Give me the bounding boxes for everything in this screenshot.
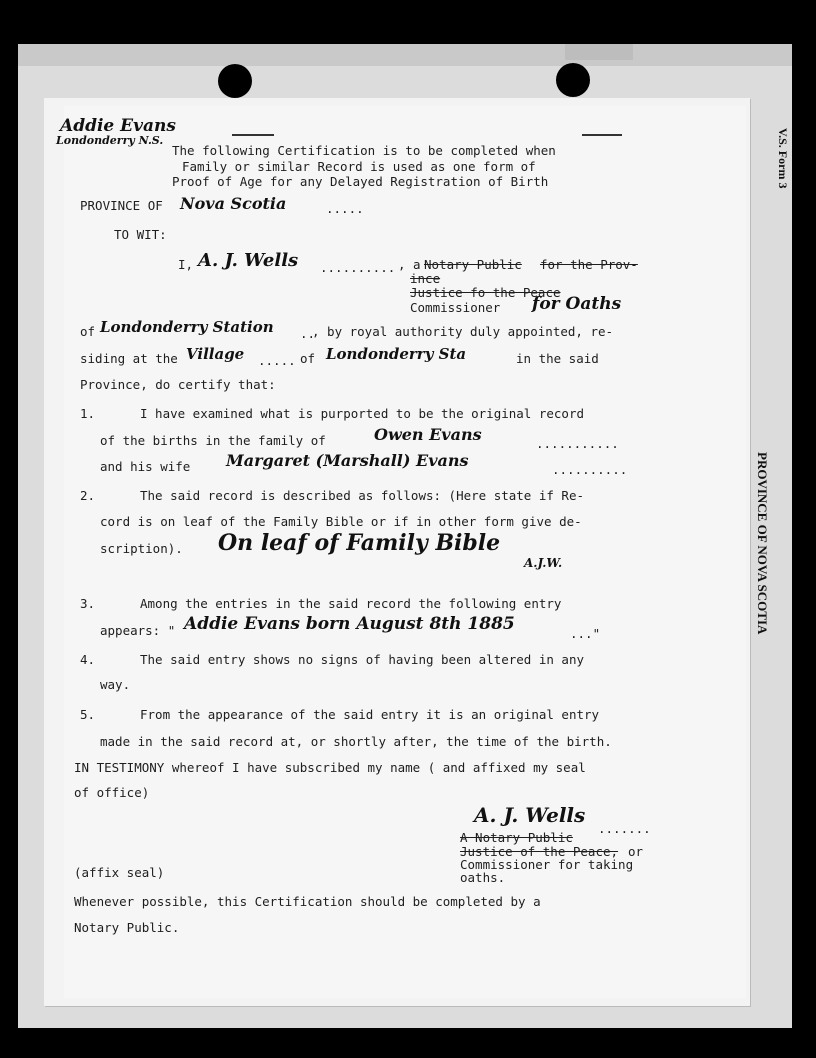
form-number-label: V.S. Form 3 — [776, 128, 790, 189]
appointment-village-name: Londonderry Sta — [326, 345, 467, 363]
province-label: PROVINCE OF — [80, 198, 163, 213]
officer-name: A. J. Wells — [198, 250, 299, 271]
item-1-dots-2: .......... — [552, 462, 628, 477]
officer-dots: .......... — [320, 260, 396, 275]
appointment-text-1: , by royal authority duly appointed, re- — [312, 324, 614, 339]
item-2-line-2: cord is on leaf of the Family Bible or if in other form give de- — [100, 514, 582, 529]
province-dots: ..... — [326, 201, 364, 216]
appointment-text-3: in the said — [516, 351, 599, 366]
item-5-line-2: made in the said record at, or shortly after, the time of the birth. — [100, 734, 612, 749]
paper-tab — [565, 44, 633, 60]
footer-line-1: Whenever possible, this Certification should be completed by a — [74, 894, 541, 909]
header-line-1: The following Certification is to be completed when — [172, 143, 556, 158]
header-line-3: Proof of Age for any Delayed Registration of Birth — [172, 174, 549, 189]
appointment-of: of — [300, 351, 316, 366]
ince-struck: ince — [410, 271, 441, 286]
for-the-prov-struck: for the Prov- — [540, 257, 638, 272]
item-3-line-2: appears: " — [100, 623, 176, 638]
item-3-number: 3. — [80, 596, 96, 611]
item-5-line-1: From the appearance of the said entry it is an original entry — [140, 707, 600, 722]
item-2-line-1: The said record is described as follows: (Here state if Re- — [140, 488, 585, 503]
initials: A.J.W. — [524, 556, 563, 570]
item-3-end: ..." — [570, 626, 601, 641]
affix-seal: (affix seal) — [74, 865, 165, 880]
appointment-text-4: Province, do certify that: — [80, 377, 276, 392]
header-rule-left — [232, 134, 274, 136]
notary-struck: Notary Public — [424, 257, 522, 272]
appointment-dots-1: .. — [300, 326, 316, 341]
item-1-line-2: of the births in the family of — [100, 433, 326, 448]
signature-oaths: oaths. — [460, 870, 506, 885]
item-2-line-3: scription). — [100, 541, 183, 556]
item-4-line-1: The said entry shows no signs of having been altered in any — [140, 652, 585, 667]
commissioner-label: Commissioner — [410, 300, 501, 315]
province-side-label: PROVINCE OF NOVA SCOTIA — [755, 452, 770, 635]
back-sheet-stripe — [18, 44, 792, 66]
signature-dots: ....... — [598, 821, 651, 836]
item-5-number: 5. — [80, 707, 96, 722]
signature-notary-struck: A Notary Public — [460, 830, 573, 845]
signature-commissioner: Commissioner for taking — [460, 857, 634, 872]
item-4-number: 4. — [80, 652, 96, 667]
father-name: Owen Evans — [374, 425, 482, 444]
testimony-line-1: IN TESTIMONY whereof I have subscribed my name ( and affixed my seal — [74, 760, 586, 775]
appointment-village: Village — [186, 345, 245, 363]
to-wit: TO WIT: — [114, 227, 167, 242]
item-1-line-3: and his wife — [100, 459, 191, 474]
of-label: of — [80, 324, 96, 339]
appointment-text-2: siding at the — [80, 351, 178, 366]
item-1-line-1: I have examined what is purported to be the original record — [140, 406, 585, 421]
justice-struck: Justice fo the Peace — [410, 285, 561, 300]
signature-justice-struck: Justice of the Peace, — [460, 844, 619, 859]
officer-prefix: I, — [178, 257, 194, 272]
item-1-number: 1. — [80, 406, 96, 421]
appointment-place: Londonderry Station — [100, 318, 274, 336]
testimony-line-2: of office) — [74, 785, 150, 800]
entry-value: Addie Evans born August 8th 1885 — [184, 614, 515, 634]
province-value: Nova Scotia — [180, 194, 287, 213]
item-2-number: 2. — [80, 488, 96, 503]
margin-note-name: Addie Evans — [60, 116, 176, 136]
item-1-dots: ........... — [536, 436, 619, 451]
record-description: On leaf of Family Bible — [218, 530, 501, 556]
margin-note-place: Londonderry N.S. — [56, 134, 164, 147]
officer-a: , a — [398, 257, 421, 272]
for-oaths-handwritten: for Oaths — [532, 294, 622, 314]
item-4-line-2: way. — [100, 677, 131, 692]
footer-line-2: Notary Public. — [74, 920, 180, 935]
punch-hole-left — [218, 64, 252, 98]
signature-name: A. J. Wells — [474, 803, 586, 827]
appointment-dots-2: ..... — [258, 353, 296, 368]
item-3-line-1: Among the entries in the said record the following entry — [140, 596, 562, 611]
mother-name: Margaret (Marshall) Evans — [226, 451, 469, 470]
header-line-2: Family or similar Record is used as one form of — [182, 159, 536, 174]
signature-or: or — [628, 844, 644, 859]
header-rule-right — [582, 134, 622, 136]
punch-hole-right — [556, 63, 590, 97]
